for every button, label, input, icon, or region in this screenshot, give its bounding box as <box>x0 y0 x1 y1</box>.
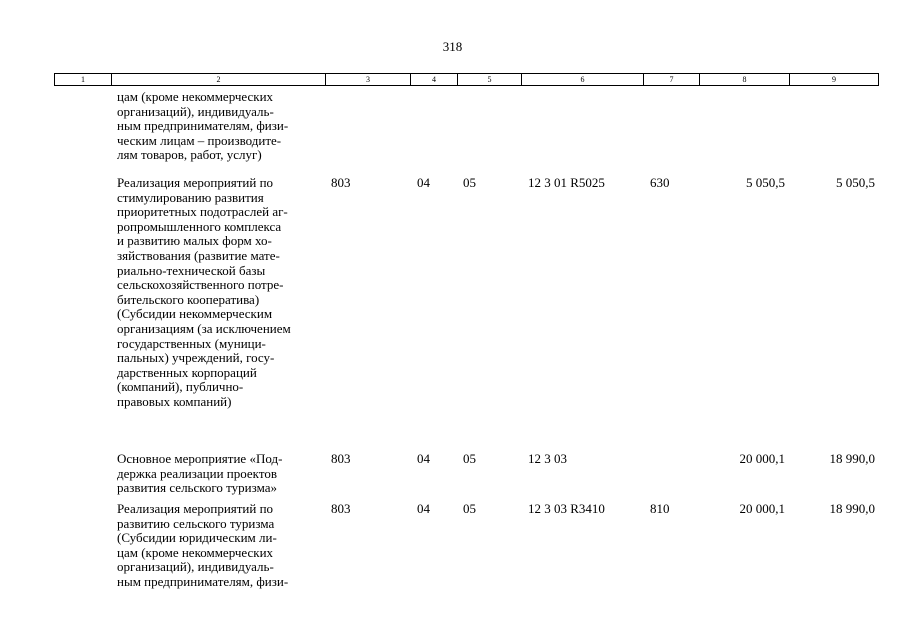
description-line: зяйствования (развитие мате- <box>117 247 280 263</box>
page-number: 318 <box>442 39 463 54</box>
row-sum-2: 18 990,0 <box>829 451 875 466</box>
row-subsection: 05 <box>463 175 476 190</box>
row-target: 12 3 01 R5025 <box>528 175 605 190</box>
description-line: риально-технической базы <box>117 262 266 278</box>
header-col-6: 6 <box>522 74 644 85</box>
header-col-7: 7 <box>644 74 700 85</box>
row-description <box>117 502 327 590</box>
description-line: развитию сельского туризма <box>117 515 275 531</box>
row-expense-type: 810 <box>650 501 670 516</box>
description-line: правовых компаний) <box>117 393 232 409</box>
row-code: 803 <box>331 501 351 516</box>
description-line: дарственных корпораций <box>117 364 257 380</box>
header-col-3: 3 <box>326 74 411 85</box>
description-line: (компаний), публично- <box>117 379 244 395</box>
description-line: организаций), индивидуаль- <box>117 103 274 119</box>
row-target: 12 3 03 R3410 <box>528 501 605 516</box>
header-col-8: 8 <box>700 74 790 85</box>
description-line: приоритетных подотраслей аг- <box>117 204 288 220</box>
description-line: Основное мероприятие «Под- <box>117 451 283 466</box>
description-line: пальных) учреждений, госу- <box>117 350 275 366</box>
table-header-row <box>54 73 879 86</box>
row-description <box>117 90 327 163</box>
row-target: 12 3 03 <box>528 451 567 466</box>
description-line: развития сельского туризма» <box>117 480 277 496</box>
row-sum-1: 5 050,5 <box>746 175 785 190</box>
header-col-5: 5 <box>458 74 522 85</box>
row-code: 803 <box>331 451 351 466</box>
header-col-4: 4 <box>411 74 458 85</box>
description-line: государственных (муници- <box>117 335 266 351</box>
row-section: 04 <box>417 451 430 466</box>
description-line: (Субсидии некоммерческим <box>117 306 273 322</box>
row-section: 04 <box>417 175 430 190</box>
row-code: 803 <box>331 175 351 190</box>
description-line: сельскохозяйственного потре- <box>117 277 284 293</box>
description-line: цам (кроме некоммерческих <box>117 544 274 560</box>
description-line: Реализация мероприятий по <box>117 175 274 190</box>
row-expense-type: 630 <box>650 175 670 190</box>
row-sum-1: 20 000,1 <box>739 501 785 516</box>
description-line: держка реализации проектов <box>117 465 277 481</box>
description-line: ческим лицам – производите- <box>117 132 282 148</box>
row-subsection: 05 <box>463 501 476 516</box>
description-line: организаций), индивидуаль- <box>117 559 274 575</box>
header-col-1: 1 <box>55 74 112 85</box>
row-description <box>117 176 327 410</box>
description-line: цам (кроме некоммерческих <box>117 89 274 104</box>
description-line: ным предпринимателям, физи- <box>117 573 289 589</box>
row-subsection: 05 <box>463 451 476 466</box>
row-sum-2: 18 990,0 <box>829 501 875 516</box>
row-sum-1: 20 000,1 <box>739 451 785 466</box>
header-col-2: 2 <box>112 74 326 85</box>
description-line: ным предпринимателям, физи- <box>117 118 289 134</box>
description-line: бительского кооператива) <box>117 291 260 307</box>
header-col-9: 9 <box>832 75 836 84</box>
row-sum-2: 5 050,5 <box>836 175 875 190</box>
description-line: ропромышленного комплекса <box>117 218 282 234</box>
row-section: 04 <box>417 501 430 516</box>
description-line: стимулированию развития <box>117 189 264 205</box>
row-description <box>117 452 327 496</box>
description-line: и развитию малых форм хо- <box>117 233 272 249</box>
description-line: лям товаров, работ, услуг) <box>117 147 262 163</box>
description-line: организациям (за исключением <box>117 320 291 336</box>
description-line: Реализация мероприятий по <box>117 501 274 516</box>
description-line: (Субсидии юридическим ли- <box>117 530 277 546</box>
